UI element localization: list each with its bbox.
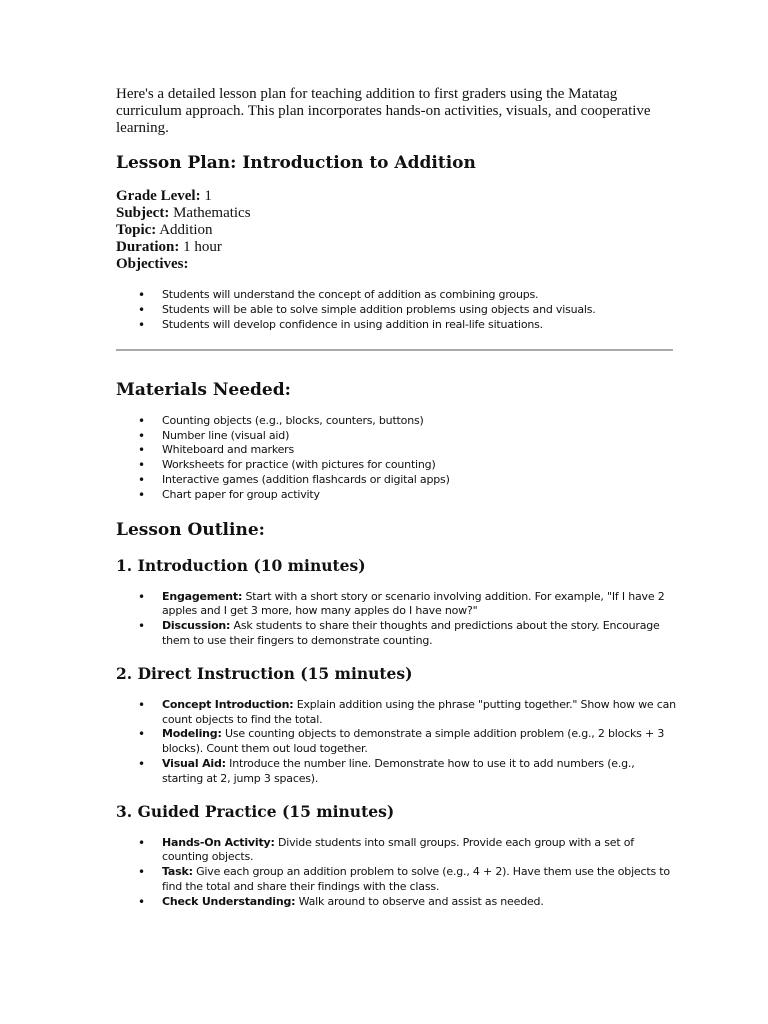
duration-label: Duration: <box>116 239 180 256</box>
item-text: Ask students to share their thoughts and predictions about the story. Encourage them to use their fingers to demonstrate counting. <box>162 619 660 647</box>
objectives-list <box>116 288 676 332</box>
item-text: Start with a short story or scenario involving addition. For example, "If I have 2 apples and I get 3 more, how many apples do I have now?" <box>162 589 665 618</box>
meta-grade <box>116 188 676 205</box>
subject-label: Subject: <box>116 205 170 222</box>
list-item <box>116 698 676 728</box>
guided-practice-list <box>116 836 676 910</box>
item-text: Introduce the number line. Demonstrate how to use it to add numbers (e.g., starting at 2, jump 3 spaces). <box>162 756 635 785</box>
item-text: Give each group an addition problem to solve (e.g., 4 + 2). Have them use the objects to find the total and share their findings with the class. <box>162 865 670 893</box>
section-divider <box>116 349 673 351</box>
item-label: Modeling: <box>162 727 222 741</box>
item-label: Hands-On Activity: <box>162 835 275 849</box>
section-heading-direct-instruction: 2. Direct Instruction (15 minutes) <box>116 663 413 683</box>
list-item <box>116 590 676 620</box>
topic-value: Addition <box>156 222 213 239</box>
list-item: • Worksheets for practice (with pictures for counting) <box>116 458 676 473</box>
list-item: • Whiteboard and markers <box>116 443 676 458</box>
item-label: Concept Introduction: <box>162 697 294 711</box>
meta-objectives <box>116 256 676 273</box>
topic-label: Topic: <box>116 222 157 239</box>
list-item <box>116 836 676 866</box>
list-item: • Chart paper for group activity <box>116 488 676 503</box>
meta-duration <box>116 239 676 256</box>
list-item: • Interactive games (addition flashcards or digital apps) <box>116 473 676 488</box>
introduction-list <box>116 590 676 649</box>
section-heading-guided-practice: 3. Guided Practice (15 minutes) <box>116 801 395 821</box>
list-item: • Counting objects (e.g., blocks, counters, buttons) <box>116 414 676 429</box>
objectives-label: Objectives: <box>116 256 189 273</box>
list-item <box>116 865 676 895</box>
lesson-title: Lesson Plan: Introduction to Addition <box>116 153 476 174</box>
item-label: Task: <box>162 865 193 879</box>
list-item <box>116 757 676 787</box>
outline-heading: Lesson Outline: <box>116 519 265 540</box>
item-text: Explain addition using the phrase "putting together." Show how we can count objects to find the total. <box>162 697 676 726</box>
grade-label: Grade Level: <box>116 188 201 205</box>
intro-paragraph: Here's a detailed lesson plan for teaching addition to first graders using the Matatag curriculum approach. This plan incorporates hands-on activities, visuals, and cooperative learning. <box>116 86 651 136</box>
item-label: Check Understanding: <box>162 894 296 908</box>
lesson-meta <box>116 188 676 273</box>
item-label: Discussion: <box>162 619 231 633</box>
list-item: • Students will be able to solve simple addition problems using objects and visuals. <box>116 303 676 318</box>
item-label: Engagement: <box>162 589 243 603</box>
item-text: Use counting objects to demonstrate a simple addition problem (e.g., 2 blocks + 3 blocks). Count them out loud together. <box>162 727 665 756</box>
subject-value: Mathematics <box>169 205 251 222</box>
meta-subject <box>116 205 676 222</box>
section-heading-introduction: 1. Introduction (10 minutes) <box>116 555 366 575</box>
list-item: • Number line (visual aid) <box>116 429 676 444</box>
list-item <box>116 895 676 910</box>
materials-list <box>116 414 676 503</box>
materials-heading: Materials Needed: <box>116 379 291 400</box>
document-page <box>116 86 676 910</box>
item-text: Walk around to observe and assist as needed. <box>295 894 544 908</box>
direct-instruction-list <box>116 698 676 787</box>
list-item <box>116 727 676 757</box>
duration-value: 1 hour <box>179 239 222 256</box>
list-item: • Students will develop confidence in using addition in real-life situations. <box>116 318 676 333</box>
item-text: Divide students into small groups. Provide each group with a set of counting objects. <box>162 835 634 864</box>
item-label: Visual Aid: <box>162 756 226 770</box>
list-item <box>116 619 676 649</box>
meta-topic <box>116 222 676 239</box>
grade-value: 1 <box>200 188 212 205</box>
list-item: • Students will understand the concept of addition as combining groups. <box>116 288 676 303</box>
